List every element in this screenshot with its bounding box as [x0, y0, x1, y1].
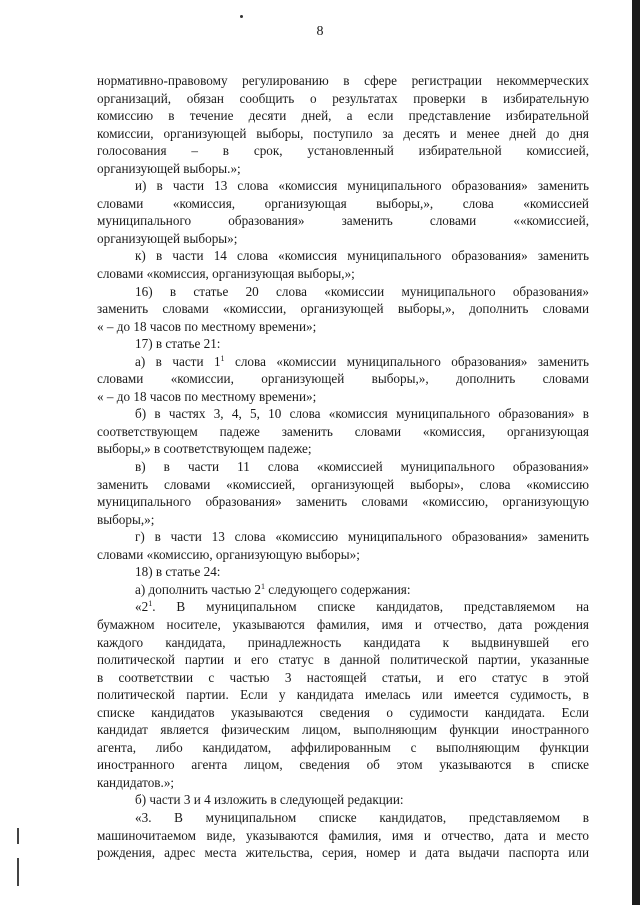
text-line: 16) в статье 20 слова «комиссии муниципального образования»	[135, 283, 589, 299]
scan-edge-shadow	[632, 0, 640, 905]
text-line: и) в части 13 слова «комиссия муниципального образования» заменить	[135, 178, 589, 194]
text-line: кандидат является физическим лицом, выполняющим функции иностранного	[97, 722, 589, 738]
text-line: «$2^1$. В муниципальном списке кандидатов, представляемом на	[135, 599, 589, 615]
text-line: выборы,»;	[97, 511, 155, 527]
text-line: словами «комиссия, организующая выборы,»;	[97, 266, 355, 282]
superscript: 1	[148, 599, 153, 609]
text-line: организующей выборы»;	[97, 230, 238, 246]
text-line: 17) в статье 21:	[135, 336, 221, 352]
text-line: муниципального образования» заменить словами ««комиссией,	[97, 213, 589, 229]
text-line: а) дополнить частью $2^1$ следующего содержания:	[135, 581, 411, 597]
text-line: « – до 18 часов по местному времени»;	[97, 318, 317, 334]
text-line: комиссию в течение десяти дней, а если представление избирательной	[97, 108, 589, 124]
text-line: а) в части $1^1$ слова «комиссии муниципального образования» заменить	[135, 353, 589, 369]
text-line: голосования – в срок, установленный избирательной комиссией,	[97, 143, 589, 159]
text-line: б) в частях 3, 4, 5, 10 слова «комиссия муниципального образования» в	[135, 406, 589, 422]
text-line: заменить словами «комиссией, организующей выборы», слова «комиссию	[97, 476, 589, 492]
text-line: г) в части 13 слова «комиссию муниципального образования» заменить	[135, 529, 589, 545]
text-line: «3. В муниципальном списке кандидатов, представляемом в	[135, 809, 589, 825]
text-line: кандидатов.»;	[97, 774, 175, 790]
document-body	[97, 72, 589, 862]
text-line: организаций, обязан сообщить о результатах проверки в избирательную	[97, 90, 589, 106]
text-line: выборы,» в соответствующем падеже;	[97, 441, 312, 457]
text-line: в соответствии с частью 3 настоящей статьи, и его статус в этой	[97, 669, 589, 685]
text-line: к) в части 14 слова «комиссия муниципального образования» заменить	[135, 248, 589, 264]
scan-speck	[240, 15, 243, 18]
text-line: агента, либо кандидатом, аффилированным с выполняющим функции	[97, 739, 589, 755]
text-line: 18) в статье 24:	[135, 564, 221, 580]
text-line: каждого кандидата, принадлежность кандидата к выдвинувшей его	[97, 634, 589, 650]
text-line: словами «комиссию, организующую выборы»;	[97, 546, 360, 562]
page-number: 8	[316, 24, 324, 39]
text-line: в) в части 11 слова «комиссией муниципального образования»	[135, 459, 589, 475]
text-line: б) части 3 и 4 изложить в следующей редакции:	[135, 792, 404, 808]
text-line: муниципального образования» заменить словами «комиссию, организующую	[97, 494, 589, 510]
text-line: бумажном носителе, указываются фамилия, имя и отчество, дата рождения	[97, 616, 589, 632]
text-line: « – до 18 часов по местному времени»;	[97, 388, 317, 404]
text-line: машиночитаемом виде, указываются фамилия, имя и отчество, дата и место	[97, 827, 589, 843]
text-line: списке кандидатов указываются сведения о судимости кандидата. Если	[97, 704, 589, 720]
scan-margin-mark	[17, 828, 19, 844]
text-line: комиссии, организующей выборы, поступило за десять и менее дней до дня	[97, 125, 589, 141]
scan-margin-mark	[17, 858, 19, 886]
text-line: политической партии и его статус в данной политической партии, указанные	[97, 652, 589, 668]
text-line: словами «комиссия, организующая выборы,», слова «комиссией	[97, 195, 589, 211]
text-line: рождения, адрес места жительства, серия, номер и дата выдачи паспорта или	[97, 845, 589, 861]
text-line: заменить словами «комиссии, организующей выборы,», дополнить словами	[97, 301, 589, 317]
text-line: соответствующем падеже заменить словами «комиссия, организующая	[97, 423, 589, 439]
text-line: словами «комиссии, организующей выборы,», дополнить словами	[97, 371, 589, 387]
text-line: организующей выборы.»;	[97, 160, 241, 176]
superscript: 1	[260, 581, 265, 591]
text-line: политической партии. Если у кандидата имелась или имеется судимость, в	[97, 687, 589, 703]
superscript: 1	[220, 353, 225, 363]
text-line: иностранного агента лицом, сведения об этом указываются в списке	[97, 757, 589, 773]
text-line: нормативно-правовому регулированию в сфере регистрации некоммерческих	[97, 73, 589, 88]
